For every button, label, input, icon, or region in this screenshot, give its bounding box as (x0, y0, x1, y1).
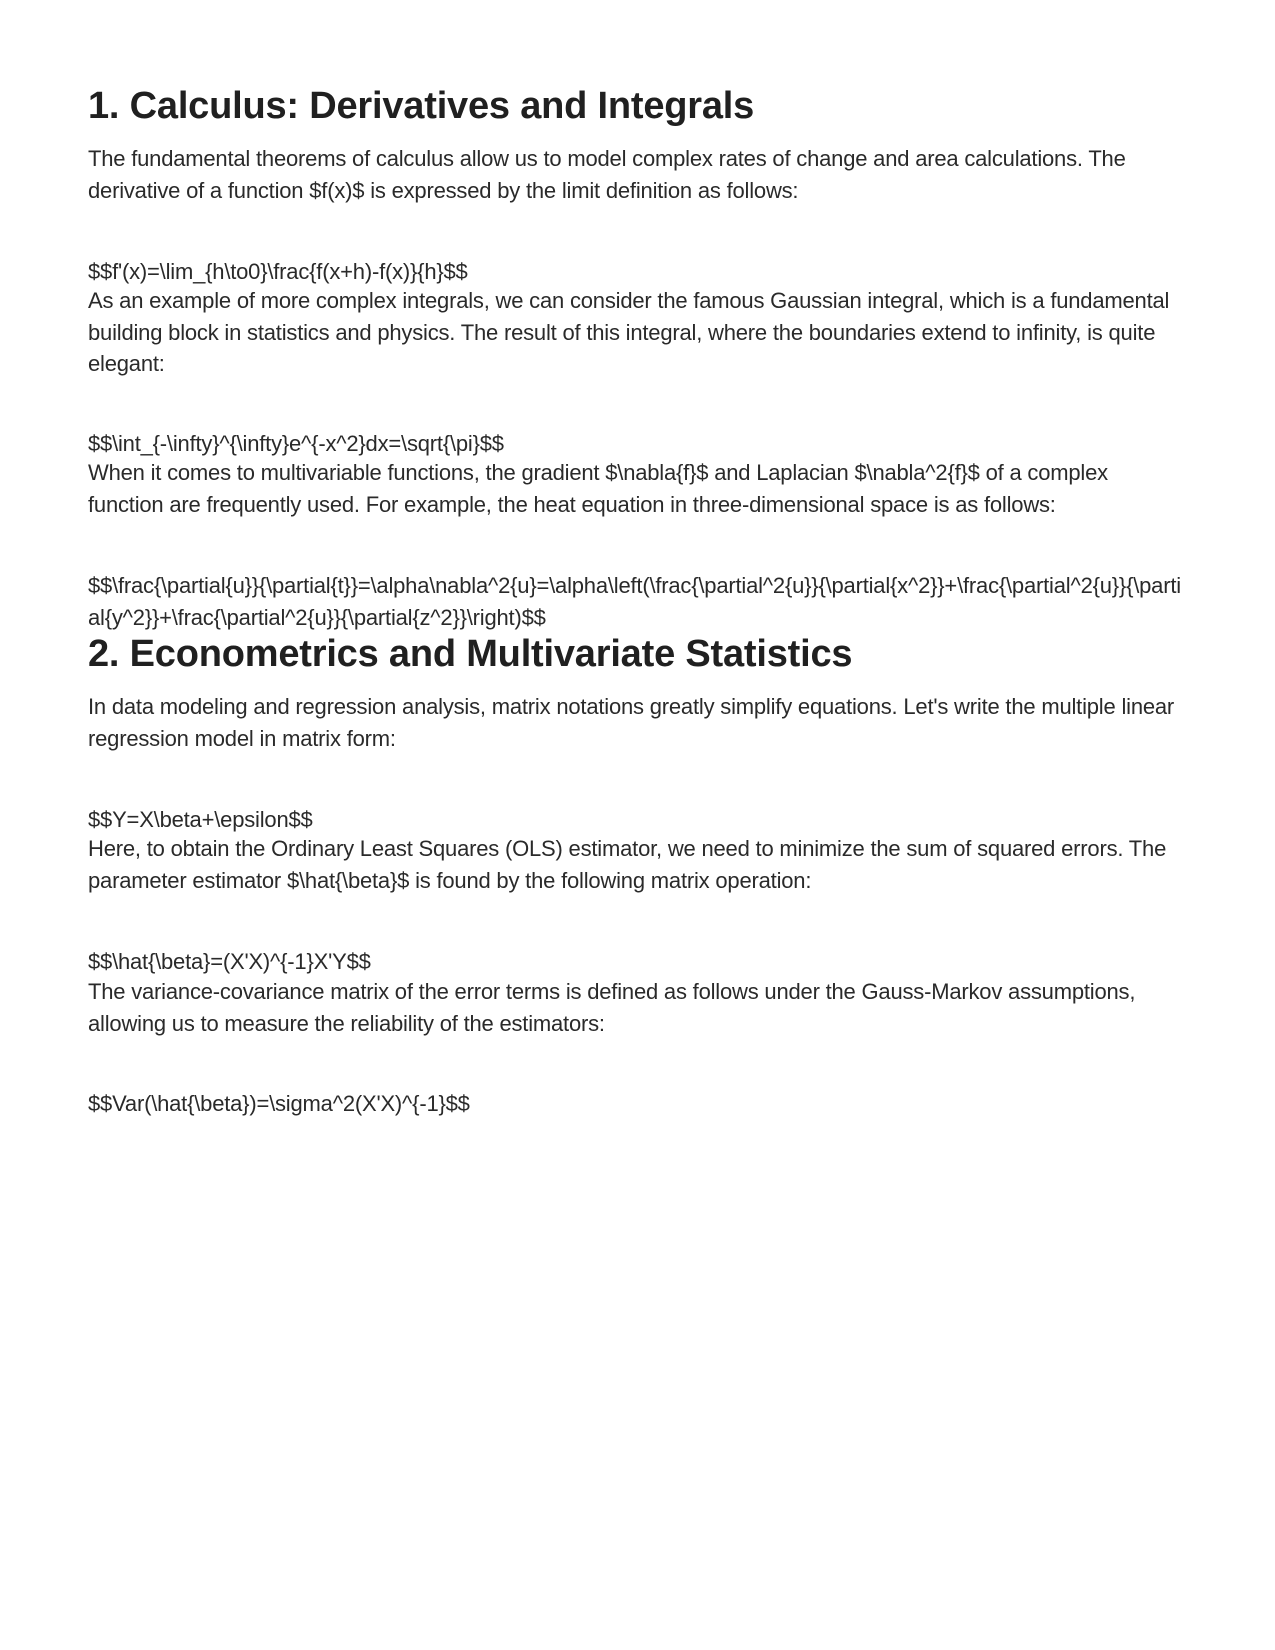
variance-formula: $$Var(\hat{\beta})=\sigma^2(X'X)^{-1}$$ (88, 1091, 470, 1116)
section-1-paragraph-2: As an example of more complex integrals, we can consider the famous Gaussian integral, which is a fundamental building block in statistics and physics. The result of this integral, where the boundaries extend to infinity, is quite elegant: (88, 288, 1170, 376)
heat-equation-formula: $$\frac{\partial{u}}{\partial{t}}=\alpha\nabla^2{u}=\alpha\left(\frac{\partial^2{u}}{\partial{x^2}}+\frac{\partial^2{u}}{\partial{y^2}}+\frac{\partial^2{u}}{\partial{z^2}}\right)$$ (88, 573, 1181, 630)
regression-model-formula: $$Y=X\beta+\epsilon$$ (88, 807, 313, 832)
section-2-paragraph-2: Here, to obtain the Ordinary Least Squares (OLS) estimator, we need to minimize the sum of squared errors. The parameter estimator $\hat{\beta}$ is found by the following matrix operation: (88, 836, 1167, 893)
section-2-paragraph-1: In data modeling and regression analysis, matrix notations greatly simplify equations. Let's write the multiple linear regression model in matrix form: (88, 694, 1175, 751)
section-2-heading: 2. Econometrics and Multivariate Statistics (88, 633, 853, 675)
section-1-paragraph-3: When it comes to multivariable functions, the gradient $\nabla{f}$ and Laplacian $\nabla^2{f}$ of a complex function are frequently used. For example, the heat equation in three-dimensional space is as follows: (88, 460, 1108, 517)
section-2-paragraph-3: The variance-covariance matrix of the error terms is defined as follows under the Gauss-Markov assumptions, allowing us to measure the reliability of the estimators: (88, 979, 1136, 1036)
derivative-formula: $$f'(x)=\lim_{h\to0}\frac{f(x+h)-f(x)}{h}$$ (88, 259, 468, 284)
ols-estimator-formula: $$\hat{\beta}=(X'X)^{-1}X'Y$$ (88, 949, 371, 974)
gaussian-integral-formula: $$\int_{-\infty}^{\infty}e^{-x^2}dx=\sqrt{\pi}$$ (88, 431, 504, 456)
section-1-paragraph-1: The fundamental theorems of calculus allow us to model complex rates of change and area calculations. The derivative of a function $f(x)$ is expressed by the limit definition as follows: (88, 146, 1126, 203)
section-1-heading: 1. Calculus: Derivatives and Integrals (88, 85, 755, 127)
